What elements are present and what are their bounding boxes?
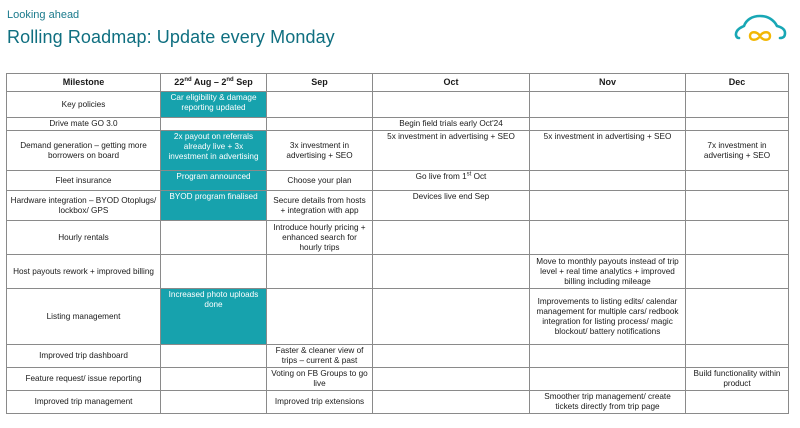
nov-cell <box>530 92 686 118</box>
aug-cell: Program announced <box>161 171 267 191</box>
oct-cell: Devices live end Sep <box>373 191 530 221</box>
column-header-milestone: Milestone <box>7 74 161 92</box>
table-row <box>7 171 789 191</box>
dec-cell <box>686 391 789 414</box>
table-row <box>7 131 789 171</box>
sep-cell: Choose your plan <box>267 171 373 191</box>
nov-cell <box>530 221 686 255</box>
milestone-cell: Demand generation – getting more borrowers on board <box>7 131 161 171</box>
oct-cell <box>373 255 530 289</box>
oct-cell: 5x investment in advertising + SEO <box>373 131 530 171</box>
milestone-cell: Key policies <box>7 92 161 118</box>
dec-cell <box>686 92 789 118</box>
oct-cell <box>373 221 530 255</box>
dec-cell: 7x investment in advertising + SEO <box>686 131 789 171</box>
milestone-cell: Improved trip management <box>7 391 161 414</box>
dec-cell <box>686 221 789 255</box>
roadmap-table <box>6 73 789 414</box>
dec-cell <box>686 191 789 221</box>
aug-cell: BYOD program finalised <box>161 191 267 221</box>
car-infinity-logo-icon <box>733 12 787 46</box>
column-header-sep: Sep <box>267 74 373 92</box>
oct-cell <box>373 368 530 391</box>
table-row <box>7 221 789 255</box>
aug-cell <box>161 221 267 255</box>
page-title: Rolling Roadmap: Update every Monday <box>7 27 335 47</box>
milestone-cell: Hardware integration – BYOD Otoplugs/ lockbox/ GPS <box>7 191 161 221</box>
dec-cell <box>686 345 789 368</box>
dec-cell: Build functionality within product <box>686 368 789 391</box>
sep-cell <box>267 92 373 118</box>
table-header-row <box>7 74 789 92</box>
dec-cell <box>686 255 789 289</box>
oct-cell <box>373 345 530 368</box>
table-row <box>7 118 789 131</box>
sep-cell: 3x investment in advertising + SEO <box>267 131 373 171</box>
sep-cell <box>267 118 373 131</box>
nov-cell: Smoother trip management/ create tickets directly from trip page <box>530 391 686 414</box>
sep-cell: Improved trip extensions <box>267 391 373 414</box>
section-kicker: Looking ahead <box>7 9 80 21</box>
dec-cell <box>686 118 789 131</box>
nov-cell: Improvements to listing edits/ calendar management for multiple cars/ redbook integration for listing process/ magic blockout/ battery notifications <box>530 289 686 345</box>
nov-cell <box>530 171 686 191</box>
nov-cell <box>530 345 686 368</box>
table-row <box>7 191 789 221</box>
nov-cell: 5x investment in advertising + SEO <box>530 131 686 171</box>
oct-cell <box>373 391 530 414</box>
aug-cell: Increased photo uploads done <box>161 289 267 345</box>
nov-cell: Move to monthly payouts instead of trip level + real time analytics + improved billing including mileage <box>530 255 686 289</box>
table-row <box>7 391 789 414</box>
sep-cell: Voting on FB Groups to go live <box>267 368 373 391</box>
table-row <box>7 92 789 118</box>
oct-cell <box>373 92 530 118</box>
column-header-oct: Oct <box>373 74 530 92</box>
table-row <box>7 368 789 391</box>
aug-cell <box>161 391 267 414</box>
nov-cell <box>530 191 686 221</box>
sep-cell: Secure details from hosts + integration with app <box>267 191 373 221</box>
milestone-cell: Host payouts rework + improved billing <box>7 255 161 289</box>
aug-cell <box>161 368 267 391</box>
aug-cell <box>161 345 267 368</box>
column-header-aug-sep: 22nd Aug – 2nd Sep <box>161 74 267 92</box>
milestone-cell: Feature request/ issue reporting <box>7 368 161 391</box>
oct-cell: Go live from 1st Oct <box>373 171 530 191</box>
nov-cell <box>530 368 686 391</box>
oct-cell: Begin field trials early Oct'24 <box>373 118 530 131</box>
milestone-cell: Listing management <box>7 289 161 345</box>
aug-cell: 2x payout on referrals already live + 3x investment in advertising <box>161 131 267 171</box>
sep-cell: Introduce hourly pricing + enhanced search for hourly trips <box>267 221 373 255</box>
sep-cell: Faster & cleaner view of trips – current & past <box>267 345 373 368</box>
milestone-cell: Hourly rentals <box>7 221 161 255</box>
table-row <box>7 345 789 368</box>
aug-cell <box>161 118 267 131</box>
table-row <box>7 255 789 289</box>
milestone-cell: Drive mate GO 3.0 <box>7 118 161 131</box>
dec-cell <box>686 289 789 345</box>
milestone-cell: Improved trip dashboard <box>7 345 161 368</box>
oct-cell <box>373 289 530 345</box>
dec-cell <box>686 171 789 191</box>
nov-cell <box>530 118 686 131</box>
aug-cell: Car eligibility & damage reporting updated <box>161 92 267 118</box>
sep-cell <box>267 289 373 345</box>
table-row <box>7 289 789 345</box>
sep-cell <box>267 255 373 289</box>
aug-cell <box>161 255 267 289</box>
column-header-dec: Dec <box>686 74 789 92</box>
column-header-nov: Nov <box>530 74 686 92</box>
milestone-cell: Fleet insurance <box>7 171 161 191</box>
